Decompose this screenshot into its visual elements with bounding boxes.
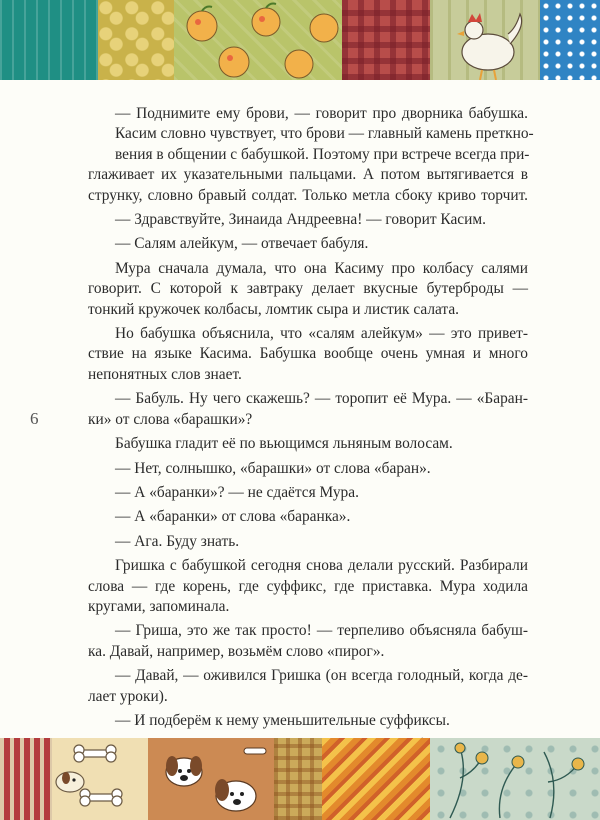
red-plaid-patch bbox=[342, 0, 430, 80]
teal-stripe-patch bbox=[0, 0, 98, 80]
text-line: Гришка с бабушкой сегодня снова делали русский. Разбирали bbox=[115, 557, 528, 575]
dogs-patch bbox=[148, 738, 274, 820]
text-line: — Салям алейкум, — отвечает бабуля. bbox=[115, 235, 369, 253]
mustard-plaid-patch bbox=[274, 738, 322, 820]
text-line: ки» от слова «барашки»? bbox=[88, 410, 253, 428]
orange-diagonal-patch bbox=[322, 738, 430, 820]
floral-patch bbox=[430, 738, 600, 820]
text-line: ствие на языке Касима. Бабушка вообще очень умная и много bbox=[88, 345, 528, 363]
text-line: — Бабуль. Ну чего скажешь? — торопит её Мура. — «Баран- bbox=[115, 390, 528, 408]
text-line: — А «баранки»? — не сдаётся Мура. bbox=[115, 483, 359, 501]
bones-illustration bbox=[52, 738, 148, 820]
text-line: — Здравствуйте, Зинаида Андреевна! — говорит Касим. bbox=[115, 211, 486, 229]
text-line: — Нет, солнышко, «барашки» от слова «баран». bbox=[115, 459, 431, 477]
rooster-patch bbox=[430, 0, 540, 80]
text-line: Мура сначала думала, что она Касиму про колбасу салями bbox=[115, 259, 528, 277]
apples-illustration bbox=[174, 0, 342, 80]
text-line: Бабушка гладит её по вьющимся льняным волосам. bbox=[115, 435, 453, 453]
rooster-illustration bbox=[430, 0, 540, 80]
text-line: — Гриша, это же так просто! — терпеливо объясняла бабуш- bbox=[115, 622, 528, 640]
apples-patch bbox=[174, 0, 342, 80]
text-line: вения в общении с бабушкой. Поэтому при встрече всегда при- bbox=[115, 145, 530, 163]
top-decorative-border bbox=[0, 0, 600, 80]
floral-illustration bbox=[430, 738, 600, 820]
text-line: ка. Давай, например, возьмём слово «пирог». bbox=[88, 642, 385, 660]
blue-dots-patch bbox=[540, 0, 600, 80]
red-stripe-patch bbox=[0, 738, 52, 820]
text-line: лает уроки). bbox=[88, 687, 168, 705]
text-line: — И подберём к нему уменьшительные суффиксы. bbox=[115, 711, 450, 729]
text-line: непонятных слов знает. bbox=[88, 365, 242, 383]
text-line: говорит. С которой к завтраку делает вкусные бутерброды — bbox=[88, 280, 528, 298]
text-line: струнку, словно бравый солдат. Только метла сбоку криво торчит. bbox=[88, 186, 528, 204]
text-line: — А «баранки» от слова «баранка». bbox=[115, 508, 351, 526]
text-line: Касим словно чувствует, что брови — главный камень преткно- bbox=[115, 125, 534, 143]
text-line: кругами, запоминала. bbox=[88, 597, 230, 615]
text-line: — Ага. Буду знать. bbox=[115, 532, 240, 550]
story-text bbox=[88, 104, 534, 780]
text-line: слова — где корень, где суффикс, где приставка. Мура ходила bbox=[88, 577, 528, 595]
text-line: — Давай, — оживился Гришка (он всегда голодный, когда де- bbox=[115, 667, 528, 685]
text-line: — Поднимите ему брови, — говорит про дворника бабушка. bbox=[115, 105, 528, 122]
page-number: 6 bbox=[30, 409, 39, 428]
text-line: тонкий кружочек колбасы, ломтик сыра и листик салата. bbox=[88, 300, 460, 318]
text-line: Но бабушка объяснила, что «салям алейкум» — это привет- bbox=[115, 325, 528, 343]
dogs-illustration bbox=[148, 738, 274, 820]
text-line: глаживает их указательными пальцами. А потом вытягивается в bbox=[88, 166, 528, 184]
bottom-decorative-border bbox=[0, 738, 600, 820]
bones-patch bbox=[52, 738, 148, 820]
olive-pattern-patch bbox=[98, 0, 174, 80]
